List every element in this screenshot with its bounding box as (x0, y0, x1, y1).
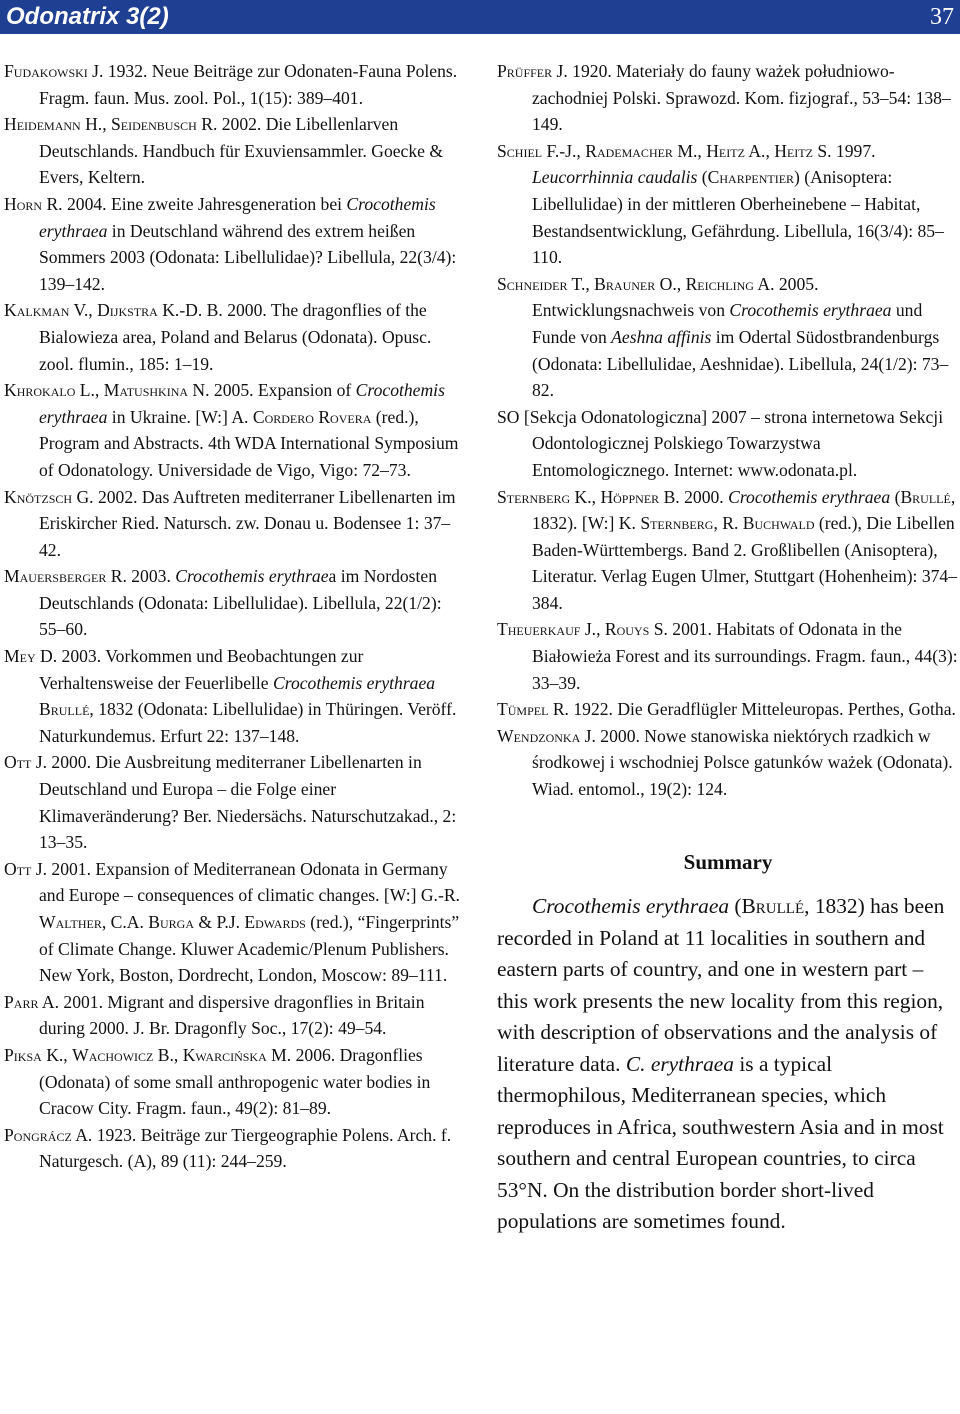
author-name: Fudakowski (4, 61, 88, 81)
author-name: Burga (148, 912, 195, 932)
reference-entry (4, 749, 466, 855)
reference-text: , 1832 (Odonata: Libellulidae) in Thüringen. Veröff. Naturkundemus. Erfurt 22: 137–148. (39, 699, 457, 746)
author-name: Heidemann (4, 114, 81, 135)
running-header (0, 0, 960, 34)
reference-entry (497, 138, 959, 271)
author-name: Brullé (900, 486, 951, 507)
reference-text: , 1832) has been recorded in Poland at 11 localities in southern and eastern parts of country, and one in western part – this work presents the new locality from this region, with description of observations and the analysis of literature data. (497, 894, 945, 1076)
reference-text: A., (744, 140, 775, 161)
author-name: Heitz (774, 140, 813, 161)
author-name: Seidenbusch (111, 114, 197, 135)
italic-text: Crocothemis erythraea (273, 672, 436, 693)
reference-text: SO [Sekcja Odonatologiczna] 2007 – strona internetowa Sekcji Odontologicznej Polskiego Towarzystwa Entomologicznego. Internet: www.odonata.pl. (497, 406, 944, 480)
author-name: Heitz (706, 140, 745, 161)
reference-entry (497, 616, 959, 696)
reference-text: K.-D. B. 2000. The dragonflies of the Bialowieza area, Poland and Belarus (Odonata). Opusc. zool. flumin., 185: 1–19. (39, 300, 432, 374)
reference-text: K., (41, 1044, 73, 1065)
reference-text: ( (729, 894, 742, 919)
reference-text: J. 2001. Expansion of Mediterranean Odonata in Germany and Europe – consequences of climatic changes. [W:] G.-R. (31, 858, 460, 906)
reference-text: L., (75, 380, 104, 401)
reference-text: ( (890, 486, 901, 507)
reference-text: A. 1923. Beiträge zur Tiergeographie Polens. Arch. f. Naturgesch. (A), 89 (11): 244–259. (39, 1124, 452, 1172)
author-name: Reichling (685, 273, 754, 294)
reference-text: J. 2000. Die Ausbreitung mediterraner Libellenarten in Deutschland und Europa – die Folge einer Klimaveränderung? Ber. Niedersächs. Naturschutzakad., 2: 13–35. (31, 752, 457, 853)
italic-text: Crocothemis erythraea (39, 193, 436, 241)
italic-text: Crocothemis erythraea (39, 380, 445, 427)
reference-text: ( (697, 167, 708, 188)
author-name: Piksa (4, 1044, 42, 1065)
reference-text: , R. (713, 513, 743, 534)
reference-text: H., (80, 114, 112, 135)
author-name: Wendzonka (497, 725, 581, 746)
reference-entry (4, 1122, 466, 1175)
journal-title: Odonatrix 3(2) (6, 3, 169, 30)
italic-text: Crocothemis erythrae (175, 566, 329, 587)
reference-text: J. 1920. Materiały do fauny ważek południowo-zachodniej Polski. Sprawozd. Kom. fizjograf., 53–54: 138–149. (532, 61, 951, 135)
reference-entry (497, 271, 959, 404)
reference-text: & P.J. (194, 912, 245, 932)
italic-text: Crocothemis erythraea (729, 300, 892, 321)
references-right-column (497, 58, 959, 1238)
author-name: Tümpel (497, 699, 549, 720)
author-name: Ott (4, 752, 32, 773)
reference-text: S. 2001. Habitats of Odonata in the Białowieża Forest and its surroundings. Fragm. faun., 44(3): 33–39. (532, 619, 958, 693)
author-name: Höppner (600, 486, 660, 507)
reference-entry (497, 723, 959, 803)
summary-text (497, 891, 959, 1238)
author-name: Dijkstra (97, 300, 158, 321)
reference-entry (4, 1042, 466, 1122)
reference-text: A. 2005. Entwicklungsnachweis von (532, 273, 819, 321)
reference-text: G. 2002. Das Auftreten mediterraner Libellenarten im Eriskircher Ried. Natursch. zw. Donau u. Bodensee 1: 37–42. (39, 486, 456, 560)
author-name: Rademacher (585, 140, 673, 161)
author-name: Walther (39, 912, 102, 932)
author-name: Rouys (604, 619, 650, 640)
italic-text: Crocothemis erythraea (532, 894, 730, 919)
reference-entry (4, 377, 466, 483)
author-name: Knötzsch (4, 486, 73, 507)
italic-text: Leucorrhinnia caudalis (532, 167, 698, 188)
reference-text: R. 2002. Die Libellenlarven Deutschlands. Handbuch für Exuviensammler. Goecke & Evers, Keltern. (39, 114, 444, 188)
author-name: Prüffer (497, 61, 553, 81)
reference-text: S. 1997. (812, 140, 876, 161)
page-number: 37 (930, 4, 954, 30)
reference-text: B. 2000. (659, 486, 729, 507)
reference-text: F.-J., (542, 140, 586, 161)
reference-text: , C.A. (101, 912, 149, 932)
references-right-list (497, 58, 959, 803)
reference-text: O., (655, 273, 686, 294)
reference-text: M., (672, 140, 707, 161)
summary-heading: Summary (683, 849, 773, 874)
author-name: Buchwald (742, 513, 815, 534)
author-name: Sternberg (497, 486, 571, 507)
author-name: Charpentier (707, 167, 795, 188)
author-name: Brauner (594, 273, 656, 294)
reference-text: im Odertal Südostbrandenburgs (Odonata: Libellulidae, Aeshnidae). Libellula, 24(1/2): 73–82. (532, 326, 949, 401)
reference-entry (4, 297, 466, 377)
reference-entry (497, 404, 959, 484)
reference-text: a im Nordosten Deutschlands (Odonata: Libellulidae). Libellula, 22(1/2): 55–60. (39, 566, 442, 640)
reference-text: D. 2003. Vorkommen und Beobachtungen zur Verhaltensweise der Feuerlibelle (35, 646, 364, 693)
reference-text: is a typical thermophilous, Mediterranean species, which reproduces in Africa, southwestern Asia and in most southern and central European countries, to circa 53°N. On the distribution border short-lived populations are sometimes found. (497, 1051, 944, 1234)
author-name: Cordero Rovera (252, 406, 372, 427)
reference-entry (4, 643, 466, 749)
reference-text: in Ukraine. [W:] A. (107, 406, 253, 427)
reference-text: (red.), “Fingerprints” of Climate Change. Kluwer Academic/Plenum Publishers. New York, Boston, Dordrecht, London, Moscow: 89–111. (39, 912, 460, 986)
reference-entry (4, 563, 466, 643)
reference-text: und Funde von (532, 300, 923, 347)
author-name: Horn (4, 193, 43, 214)
reference-text: V., (69, 300, 98, 321)
reference-text: R. 2004. Eine zweite Jahresgeneration bei (42, 193, 347, 214)
reference-text: M. 2006. Dragonflies (Odonata) of some small anthropogenic water bodies in Cracow City. Fragm. faun., 49(2): 81–89. (39, 1044, 431, 1119)
reference-entry (497, 58, 959, 138)
italic-text: Aeshna affinis (611, 326, 712, 347)
reference-entry (4, 111, 466, 191)
reference-entry (497, 696, 959, 723)
reference-text: T., (567, 273, 595, 294)
author-name: Ott (4, 858, 32, 879)
author-name: Schneider (497, 273, 568, 294)
reference-text: K., (570, 486, 601, 507)
reference-text: ) (Anisoptera: Libellulidae) in der mittleren Oberheinebene – Habitat, Bestandsentwicklung, Gefährdung. Libellula, 16(3/4): 85–110. (532, 167, 944, 268)
author-name: Pongrácz (4, 1124, 72, 1145)
author-name: Schiel (497, 140, 543, 161)
author-name: Khrokalo (4, 380, 76, 401)
reference-text: R. 1922. Die Geradflügler Mitteleuropas. Perthes, Gotha. (548, 699, 956, 720)
author-name: Parr (4, 991, 39, 1012)
author-name: Wachowicz (72, 1044, 154, 1065)
reference-text: B., (153, 1044, 183, 1065)
reference-entry (4, 58, 466, 111)
author-name: Edwards (244, 912, 306, 932)
italic-text: C. erythraea (625, 1051, 734, 1076)
reference-text: J. 1932. Neue Beiträge zur Odonaten-Fauna Polens. Fragm. faun. Mus. zool. Pol., 1(15): 389–401. (39, 61, 458, 108)
author-name: Mey (4, 646, 36, 667)
author-name: Brullé (39, 699, 90, 720)
reference-entry (4, 484, 466, 564)
reference-text: J. 2000. Nowe stanowiska niektórych rzadkich w środkowej i wschodniej Polsce gatunków ważek (Odonata). Wiad. entomol., 19(2): 124. (532, 725, 953, 800)
reference-text: A. 2001. Migrant and dispersive dragonflies in Britain during 2000. J. Br. Dragonfly Soc., 17(2): 49–54. (38, 991, 425, 1039)
reference-entry (4, 191, 466, 297)
reference-text: (red.), Program and Abstracts. 4th WDA International Symposium of Odonatology. Universidade de Vigo, Vigo: 72–73. (39, 406, 459, 480)
author-name: Kalkman (4, 300, 70, 321)
author-name: Kwarcińska (182, 1044, 267, 1065)
reference-entry (4, 989, 466, 1042)
italic-text: Crocothemis erythraea (728, 486, 891, 507)
author-name: Matushkina (103, 380, 189, 401)
author-name: Brullé (741, 894, 805, 919)
reference-entry (4, 856, 466, 989)
reference-text: R. 2003. (106, 566, 176, 587)
reference-text: N. 2005. Expansion of (188, 380, 356, 401)
reference-text: (red.), Die Libellen Baden-Württembergs. Band 2. Großlibellen (Anisoptera), Literatur. Verlag Eugen Ulmer, Stuttgart (Hohenheim): 374–384. (532, 513, 958, 613)
author-name: Theuerkauf (497, 619, 581, 640)
references-left-column (4, 58, 466, 1175)
author-name: Mauersberger (4, 566, 107, 587)
author-name: Sternberg (640, 513, 714, 534)
reference-entry (497, 484, 959, 617)
reference-text: in Deutschland während des extrem heißen Sommers 2003 (Odonata: Libellulidae)? Libellula, 22(3/4): 139–142. (39, 220, 457, 294)
reference-text: J., (580, 619, 605, 640)
reference-text: , 1832). [W:] K. (532, 486, 956, 534)
